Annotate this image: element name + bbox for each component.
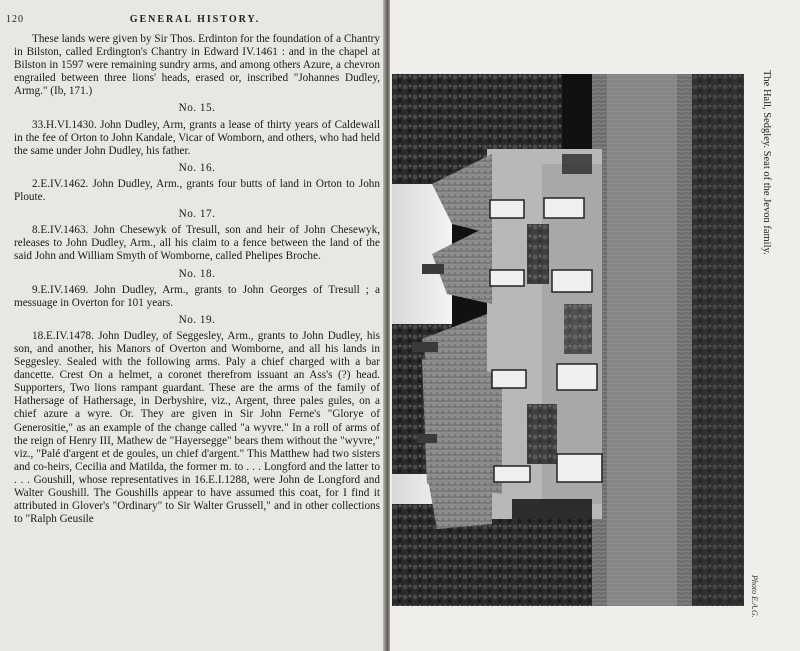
running-head-title: GENERAL HISTORY. <box>129 14 261 25</box>
intro-paragraph: These lands were given by Sir Thos. Erdinton for the foundation of a Chantry in Bilston, called Erdington's Chantry in Edward IV.1461 : and in the chapel at Bilston in 1597 were remaining sundry arms, and among others Azure, a chevron engrailed between three lions' heads, erased or, inscribed "Johannes Dudley, Armg." (Ib, 171.) <box>14 33 380 98</box>
house-image <box>392 74 744 606</box>
body-text <box>14 33 380 526</box>
left-page <box>0 0 386 651</box>
entry-text: 2.E.IV.1462. John Dudley, Arm., grants four butts of land in Orton to John Ploute. <box>14 177 380 204</box>
page-number: 120 <box>6 14 24 25</box>
entry-number: No. 17. <box>178 208 216 221</box>
entry-text: 18.E.IV.1478. John Dudley, of Seggesley, Arm., grants to John Dudley, his son, and another, his Manors of Overton and Womborne, and all his lands in Seggesley. Sealed with the following arms. Paly a chief charged with a bar dancette. Crest On a helmet, a coronet therefrom issuant an Ass's (?) head. Supporters, Two lions rampant guardant. These are the arms of the family of Hathersage of Hathersage, in Derbyshire, viz., Argent, three pales gules, on a chief azure a wyre. Or. They are given in Sir John Ferne's "Glorye of Generositie," as an example of the change called "a wyvre." In a roll of arms of the reign of Henry III, Mathew de "Hayersegge" bears them without the "wyvre," viz., "Palé d'argent et de goules, un chief d'argent." This Matthew had two sisters and co-heirs, Cecilia and Matilda, the former m. to . . . Longford and the latter to . . . Goushill, whose representatives in 16.E.I.1288, were John de Longford and Walter Goushill. The Goushills appear to have assumed this coat, for I find it attributed in Glover's "Ordinary" to Sir Walter Grussell," and in other collections to "Ralph Geusile <box>14 329 380 526</box>
entry-text: 9.E.IV.1469. John Dudley, Arm., grants to John Georges of Tresull ; a messuage in Overton for 101 years. <box>14 283 380 309</box>
credit-text: Photo E.A.G. <box>750 575 759 618</box>
entry-number: No. 16. <box>178 161 216 174</box>
entry-number: No. 18. <box>178 267 216 280</box>
photo-credit <box>749 575 761 635</box>
entry-text: 33.H.VI.1430. John Dudley, Arm, grants a lease of thirty years of Caldewall in the fee of Orton to John Kandale, Vicar of Womborn, and others, who had held the same under John Dudley, his father. <box>14 118 380 157</box>
entry-number: No. 15. <box>178 102 216 115</box>
hall-photograph <box>392 74 744 606</box>
entry-text: 8.E.IV.1463. John Chesewyk of Tresull, son and heir of John Chesewyk, releases to John Dudley, Arm., all his claim to a fence between the land of the said John and William Smyth of Womborne, called Phelipes Broche. <box>14 224 380 263</box>
entry-number: No. 19. <box>178 313 216 326</box>
photo-caption <box>760 70 774 370</box>
caption-text: The Hall, Sedgley. Seat of the Jevon family. <box>761 70 772 255</box>
